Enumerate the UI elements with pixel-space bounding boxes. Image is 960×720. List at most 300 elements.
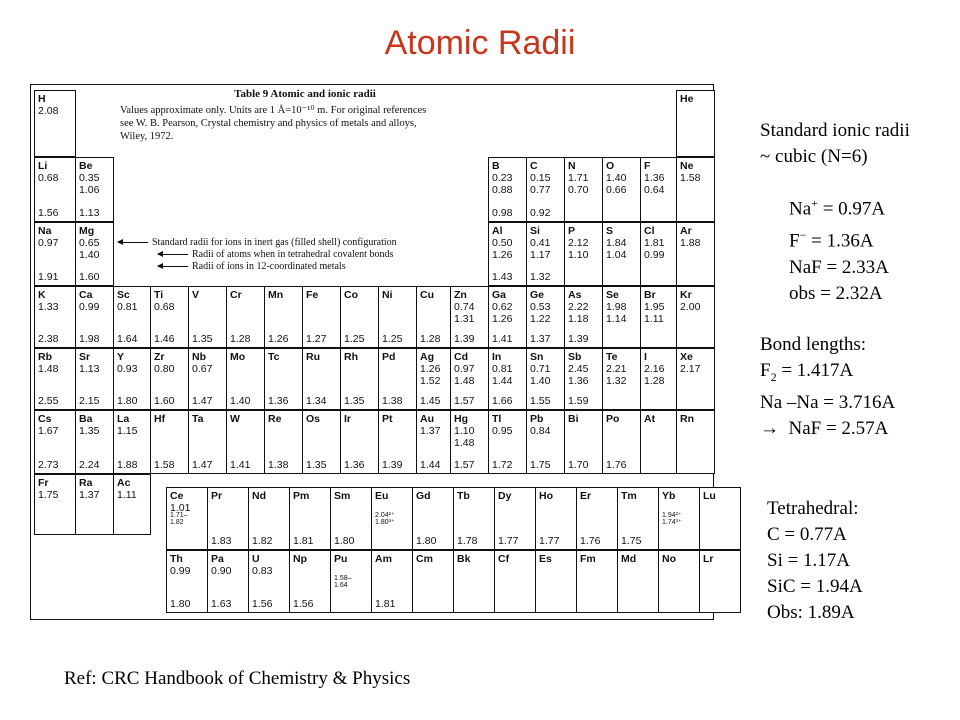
element-symbol: Sn bbox=[530, 351, 544, 363]
radius-value: 1.36 bbox=[644, 172, 665, 184]
radius-value: 1.18 bbox=[568, 312, 589, 325]
element-symbol: Ra bbox=[79, 477, 93, 489]
radius-value: 2.22 bbox=[568, 301, 589, 313]
element-cell-fm bbox=[576, 550, 618, 613]
element-symbol: C bbox=[530, 160, 538, 172]
element-cell-sr bbox=[75, 348, 114, 410]
table-note bbox=[120, 104, 490, 143]
radius-value: 1.88 bbox=[680, 237, 701, 249]
radius-value: 1.40 bbox=[79, 248, 100, 261]
element-cell-zr bbox=[150, 348, 189, 410]
element-symbol: Lu bbox=[703, 490, 716, 502]
element-radii bbox=[492, 364, 512, 387]
element-radii bbox=[530, 302, 550, 325]
metallic-radius: 1.56 bbox=[38, 207, 59, 219]
radius-value: 0.99 bbox=[170, 565, 191, 577]
metallic-radius: 1.35 bbox=[344, 395, 365, 407]
radius-value: 0.83 bbox=[252, 565, 273, 577]
radius-value: 0.81 bbox=[117, 301, 138, 313]
element-symbol: Ag bbox=[420, 351, 434, 363]
element-cell-ra bbox=[75, 474, 114, 535]
metallic-radius: 1.40 bbox=[230, 395, 251, 407]
radius-value: 0.77 bbox=[530, 183, 551, 196]
element-cell-ba bbox=[75, 410, 114, 474]
element-cell-th bbox=[166, 550, 208, 613]
element-radii bbox=[568, 302, 588, 325]
radius-value: 0.35 bbox=[79, 172, 100, 184]
element-symbol: Tm bbox=[621, 490, 637, 502]
element-symbol: I bbox=[644, 351, 647, 363]
radius-value: 1.31 bbox=[454, 312, 475, 325]
element-radii bbox=[252, 566, 272, 578]
radius-value: 1.98 bbox=[606, 301, 627, 313]
metallic-radius: 2.15 bbox=[79, 395, 100, 407]
element-cell-ga bbox=[488, 286, 527, 348]
metallic-radius: 1.77 bbox=[498, 535, 519, 547]
metallic-radius: 1.39 bbox=[454, 333, 475, 345]
element-radii bbox=[420, 426, 440, 438]
element-symbol: Pm bbox=[293, 490, 310, 502]
element-cell-kr bbox=[676, 286, 715, 348]
element-cell-pb bbox=[526, 410, 565, 474]
tetra-line: C = 0.77A bbox=[767, 524, 847, 545]
metallic-radius: 1.27 bbox=[306, 333, 327, 345]
radius-value: 1.28 bbox=[644, 374, 665, 387]
element-symbol: As bbox=[568, 289, 582, 301]
element-symbol: Np bbox=[293, 553, 307, 565]
tetra-line: Si = 1.17A bbox=[767, 550, 851, 571]
metallic-radius: 1.75 bbox=[621, 535, 642, 547]
metallic-radius: 1.80 bbox=[170, 598, 191, 610]
element-cell-xe bbox=[676, 348, 715, 410]
element-cell-cm bbox=[412, 550, 454, 613]
element-symbol: Ti bbox=[154, 289, 164, 301]
element-radii bbox=[454, 302, 474, 325]
metallic-radius: 1.45 bbox=[420, 395, 441, 407]
element-cell-hf bbox=[150, 410, 189, 474]
metallic-radius: 1.57 bbox=[454, 459, 475, 471]
element-cell-tm bbox=[617, 487, 659, 550]
element-symbol: W bbox=[230, 413, 240, 425]
element-radii bbox=[38, 490, 58, 502]
element-radii bbox=[568, 364, 588, 387]
element-cell-pt bbox=[378, 410, 417, 474]
element-cell-os bbox=[302, 410, 341, 474]
element-symbol: Hf bbox=[154, 413, 166, 425]
radius-value: 0.88 bbox=[492, 183, 513, 196]
metallic-radius: 1.64 bbox=[117, 333, 138, 345]
element-radii bbox=[568, 238, 588, 261]
element-symbol: Am bbox=[375, 553, 392, 565]
element-symbol: Cu bbox=[420, 289, 434, 301]
element-radii bbox=[644, 173, 664, 196]
metallic-radius: 1.91 bbox=[38, 271, 59, 283]
element-radii bbox=[117, 490, 137, 502]
radius-value: 0.97 bbox=[38, 237, 59, 249]
element-radii bbox=[492, 302, 512, 325]
element-radii bbox=[117, 302, 137, 314]
element-symbol: Pa bbox=[211, 553, 224, 565]
element-cell-he bbox=[676, 90, 715, 157]
element-cell-hg bbox=[450, 410, 489, 474]
element-cell-rn bbox=[676, 410, 715, 474]
element-cell-in bbox=[488, 348, 527, 410]
radius-value: 0.99 bbox=[644, 248, 665, 261]
element-cell-bk bbox=[453, 550, 495, 613]
element-cell-co bbox=[340, 286, 379, 348]
metallic-radius: 1.36 bbox=[344, 459, 365, 471]
element-cell-br bbox=[640, 286, 677, 348]
element-cell-la bbox=[113, 410, 151, 474]
element-radii-small bbox=[334, 575, 352, 589]
element-radii bbox=[38, 426, 58, 438]
element-cell-o bbox=[602, 157, 641, 222]
metallic-radius: 1.80 bbox=[117, 395, 138, 407]
left-arrow-icon bbox=[118, 242, 148, 243]
metallic-radius: 1.41 bbox=[492, 333, 513, 345]
element-cell-cd bbox=[450, 348, 489, 410]
element-cell-sc bbox=[113, 286, 151, 348]
metallic-radius: 1.56 bbox=[252, 598, 273, 610]
element-radii bbox=[606, 173, 626, 196]
element-cell-na bbox=[34, 222, 76, 286]
metallic-radius: 0.92 bbox=[530, 207, 551, 219]
radius-value: 1.95 bbox=[644, 301, 665, 313]
metallic-radius: 1.57 bbox=[454, 395, 475, 407]
element-symbol: Dy bbox=[498, 490, 512, 502]
element-symbol: Y bbox=[117, 351, 125, 363]
element-cell-lr bbox=[699, 550, 741, 613]
element-cell-ce bbox=[166, 487, 208, 550]
element-radii bbox=[79, 302, 99, 314]
tetra-heading: Tetrahedral: bbox=[767, 498, 859, 519]
element-cell-nb bbox=[188, 348, 227, 410]
legend-item bbox=[158, 261, 397, 273]
element-symbol: Mn bbox=[268, 289, 284, 301]
element-cell-at bbox=[640, 410, 677, 474]
element-cell-ac bbox=[113, 474, 151, 535]
element-radii bbox=[79, 364, 99, 376]
element-symbol: Ir bbox=[344, 413, 352, 425]
f2-bond: $F_2 = 1.417A$ bbox=[760, 360, 854, 384]
radius-value: 1.40 bbox=[530, 374, 551, 387]
element-cell-sb bbox=[564, 348, 603, 410]
metallic-radius: 1.44 bbox=[420, 459, 441, 471]
element-symbol: Fr bbox=[38, 477, 49, 489]
element-cell-md bbox=[617, 550, 659, 613]
metallic-radius: 1.36 bbox=[268, 395, 289, 407]
element-radii bbox=[454, 364, 474, 387]
element-symbol: Sc bbox=[117, 289, 130, 301]
element-cell-tc bbox=[264, 348, 303, 410]
element-symbol: Ni bbox=[382, 289, 393, 301]
element-symbol: Gd bbox=[416, 490, 431, 502]
element-symbol: Nd bbox=[252, 490, 266, 502]
element-symbol: U bbox=[252, 553, 260, 565]
element-symbol: Zn bbox=[454, 289, 467, 301]
element-cell-n bbox=[564, 157, 603, 222]
radius-value: 1.71 bbox=[568, 172, 589, 184]
element-cell-po bbox=[602, 410, 641, 474]
element-symbol: Bk bbox=[457, 553, 471, 565]
element-cell-cu bbox=[416, 286, 451, 348]
metallic-radius: 1.60 bbox=[79, 271, 100, 283]
element-cell-be bbox=[75, 157, 114, 222]
naf-observed: obs = 2.32A bbox=[789, 282, 883, 304]
element-symbol: No bbox=[662, 553, 676, 565]
element-symbol: Si bbox=[530, 225, 540, 237]
metallic-radius: 1.13 bbox=[79, 207, 100, 219]
element-cell-h bbox=[34, 90, 76, 157]
element-symbol: Hg bbox=[454, 413, 468, 425]
metallic-radius: 1.26 bbox=[268, 333, 289, 345]
metallic-radius: 1.55 bbox=[530, 395, 551, 407]
metallic-radius: 1.34 bbox=[306, 395, 327, 407]
radius-value: 0.50 bbox=[492, 237, 513, 249]
metallic-radius: 1.28 bbox=[230, 333, 251, 345]
metallic-radius: 2.73 bbox=[38, 459, 59, 471]
metallic-radius: 1.81 bbox=[293, 535, 314, 547]
element-cell-pu bbox=[330, 550, 372, 613]
metallic-radius: 2.55 bbox=[38, 395, 59, 407]
element-radii bbox=[79, 238, 99, 261]
element-cell-bi bbox=[564, 410, 603, 474]
element-cell-sn bbox=[526, 348, 565, 410]
element-symbol: S bbox=[606, 225, 614, 237]
element-radii-small bbox=[662, 512, 682, 526]
radius-value: 1.11 bbox=[117, 489, 137, 501]
bond-heading: Bond lengths: bbox=[760, 334, 867, 355]
radius-value: 1.74³⁺ bbox=[662, 519, 682, 526]
element-cell-rb bbox=[34, 348, 76, 410]
metallic-radius: 0.98 bbox=[492, 207, 513, 219]
radius-value: 1.58 bbox=[680, 172, 701, 184]
radius-value: 2.16 bbox=[644, 363, 665, 375]
element-symbol: Kr bbox=[680, 289, 692, 301]
radius-value: 0.84 bbox=[530, 425, 551, 437]
radius-value: 0.15 bbox=[530, 172, 551, 184]
legend-text: Radii of ions in 12-coordinated metals bbox=[192, 261, 346, 272]
naf-bond: → NaF = 2.57A bbox=[760, 417, 889, 439]
element-radii bbox=[680, 302, 700, 314]
metallic-radius: 1.39 bbox=[568, 333, 589, 345]
element-cell-c bbox=[526, 157, 565, 222]
radius-value: 1.71– bbox=[170, 512, 188, 519]
metallic-radius: 1.32 bbox=[530, 271, 551, 283]
metallic-radius: 1.28 bbox=[420, 333, 441, 345]
element-symbol: Eu bbox=[375, 490, 389, 502]
metallic-radius: 1.76 bbox=[606, 459, 627, 471]
radius-value: 1.01 bbox=[170, 502, 191, 514]
element-cell-mg bbox=[75, 222, 114, 286]
element-symbol: Sb bbox=[568, 351, 582, 363]
radius-value: 2.45 bbox=[568, 363, 589, 375]
table-heading: Table 9 Atomic and ionic radii bbox=[234, 88, 376, 100]
legend-item bbox=[118, 237, 397, 249]
element-symbol: Xe bbox=[680, 351, 693, 363]
element-cell-cr bbox=[226, 286, 265, 348]
ionic-values bbox=[789, 190, 889, 307]
radius-value: 1.37 bbox=[79, 489, 100, 501]
element-cell-tl bbox=[488, 410, 527, 474]
element-symbol: Rh bbox=[344, 351, 358, 363]
element-symbol: Tc bbox=[268, 351, 280, 363]
element-symbol: F bbox=[644, 160, 651, 172]
element-symbol: Au bbox=[420, 413, 434, 425]
ionic-heading: Standard ionic radii bbox=[760, 120, 910, 141]
element-cell-si bbox=[526, 222, 565, 286]
element-cell-li bbox=[34, 157, 76, 222]
metallic-radius: 1.59 bbox=[568, 395, 589, 407]
legend-text: Radii of atoms when in tetrahedral covalent bonds bbox=[192, 249, 394, 260]
element-symbol: Ne bbox=[680, 160, 694, 172]
ionic-radii-panel bbox=[760, 118, 910, 170]
element-symbol: Po bbox=[606, 413, 620, 425]
element-symbol: Ce bbox=[170, 490, 184, 502]
element-cell-yb bbox=[658, 487, 700, 550]
element-radii-small bbox=[375, 512, 395, 526]
element-symbol: Cf bbox=[498, 553, 510, 565]
element-symbol: Sr bbox=[79, 351, 91, 363]
element-radii bbox=[680, 238, 700, 250]
element-radii bbox=[530, 173, 550, 196]
element-cell-p bbox=[564, 222, 603, 286]
element-radii bbox=[79, 173, 99, 196]
radius-value: 1.32 bbox=[606, 374, 627, 387]
radius-value: 0.41 bbox=[530, 237, 551, 249]
metallic-radius: 1.78 bbox=[457, 535, 478, 547]
element-cell-ru bbox=[302, 348, 341, 410]
reference-citation: Ref: CRC Handbook of Chemistry & Physics bbox=[64, 668, 411, 689]
table-header bbox=[120, 88, 490, 143]
element-radii bbox=[192, 364, 212, 376]
metallic-radius: 1.88 bbox=[117, 459, 138, 471]
radius-value: 1.35 bbox=[79, 425, 100, 437]
element-cell-eu bbox=[371, 487, 413, 550]
tetra-line: Obs: 1.89A bbox=[767, 602, 855, 623]
tetra-line: SiC = 1.94A bbox=[767, 576, 863, 597]
metallic-radius: 1.43 bbox=[492, 271, 513, 283]
radius-value: 0.65 bbox=[79, 237, 100, 249]
radius-value: 1.36 bbox=[568, 374, 589, 387]
element-symbol: Se bbox=[606, 289, 619, 301]
element-radii bbox=[79, 426, 99, 438]
element-radii bbox=[492, 173, 512, 196]
radius-value: 0.68 bbox=[154, 301, 175, 313]
metallic-radius: 1.39 bbox=[382, 459, 403, 471]
element-symbol: Md bbox=[621, 553, 637, 565]
element-cell-f bbox=[640, 157, 677, 222]
table-note-line: see W. B. Pearson, Crystal chemistry and physics of metals and alloys, bbox=[120, 118, 417, 129]
element-radii bbox=[38, 173, 58, 185]
element-radii bbox=[38, 106, 58, 118]
metallic-radius: 1.83 bbox=[211, 535, 232, 547]
radius-value: 1.22 bbox=[530, 312, 551, 325]
element-symbol: Nb bbox=[192, 351, 206, 363]
element-radii bbox=[492, 426, 512, 438]
radius-value: 1.15 bbox=[117, 425, 138, 437]
metallic-radius: 1.63 bbox=[211, 598, 232, 610]
radius-value: 0.70 bbox=[568, 183, 589, 196]
metallic-radius: 1.76 bbox=[580, 535, 601, 547]
radius-value: 1.94²⁺ bbox=[662, 512, 682, 519]
element-cell-fe bbox=[302, 286, 341, 348]
element-cell-i bbox=[640, 348, 677, 410]
element-symbol: Ge bbox=[530, 289, 545, 301]
element-cell-te bbox=[602, 348, 641, 410]
element-cell-am bbox=[371, 550, 413, 613]
radius-value: 1.81 bbox=[644, 237, 665, 249]
element-cell-u bbox=[248, 550, 290, 613]
element-cell-k bbox=[34, 286, 76, 348]
element-symbol: Ta bbox=[192, 413, 204, 425]
radius-value: 1.44 bbox=[492, 374, 513, 387]
element-radii bbox=[644, 364, 664, 387]
element-symbol: Ar bbox=[680, 225, 692, 237]
radius-value: 0.64 bbox=[644, 183, 665, 196]
element-symbol: Cd bbox=[454, 351, 468, 363]
element-symbol: La bbox=[117, 413, 130, 425]
element-symbol: Pb bbox=[530, 413, 544, 425]
element-cell-lu bbox=[699, 487, 741, 550]
element-radii bbox=[680, 173, 700, 185]
bond-lengths-panel bbox=[760, 332, 895, 442]
radius-value: 1.26 bbox=[492, 312, 513, 325]
element-symbol: Cm bbox=[416, 553, 433, 565]
element-symbol: Es bbox=[539, 553, 552, 565]
element-symbol: Al bbox=[492, 225, 503, 237]
element-radii bbox=[38, 302, 58, 314]
radius-value: 2.17 bbox=[680, 363, 701, 375]
radius-value: 0.95 bbox=[492, 425, 513, 437]
radius-value: 2.00 bbox=[680, 301, 701, 313]
f-ion-radius: F− = 1.36A bbox=[789, 228, 874, 252]
radius-value: 1.82 bbox=[170, 519, 184, 526]
element-symbol: Tl bbox=[492, 413, 502, 425]
element-cell-zn bbox=[450, 286, 489, 348]
element-cell-w bbox=[226, 410, 265, 474]
element-symbol: Ga bbox=[492, 289, 507, 301]
element-radii bbox=[170, 566, 190, 578]
metallic-radius: 1.47 bbox=[192, 459, 213, 471]
element-cell-cf bbox=[494, 550, 536, 613]
radius-value: 1.80³⁺ bbox=[375, 519, 395, 526]
element-cell-pm bbox=[289, 487, 331, 550]
radius-value: 1.26 bbox=[492, 248, 513, 261]
element-radii bbox=[211, 566, 231, 578]
element-cell-rh bbox=[340, 348, 379, 410]
metallic-radius: 1.77 bbox=[539, 535, 560, 547]
element-cell-s bbox=[602, 222, 641, 286]
element-cell-no bbox=[658, 550, 700, 613]
radius-value: 1.13 bbox=[79, 363, 100, 375]
metallic-radius: 2.38 bbox=[38, 333, 59, 345]
element-cell-fr bbox=[34, 474, 76, 535]
element-cell-pr bbox=[207, 487, 249, 550]
element-cell-ar bbox=[676, 222, 715, 286]
radius-value: 1.10 bbox=[454, 425, 475, 437]
element-radii bbox=[644, 238, 664, 261]
element-symbol: Er bbox=[580, 490, 592, 502]
nana-bond: Na –Na = 3.716A bbox=[760, 391, 896, 413]
radius-value: 0.90 bbox=[211, 565, 232, 577]
element-symbol: Fm bbox=[580, 553, 596, 565]
metallic-radius: 1.38 bbox=[268, 459, 289, 471]
metallic-radius: 1.70 bbox=[568, 459, 589, 471]
radius-value: 1.75 bbox=[38, 489, 59, 501]
radius-value: 1.58– bbox=[334, 575, 352, 582]
radius-value: 1.52 bbox=[420, 374, 441, 387]
